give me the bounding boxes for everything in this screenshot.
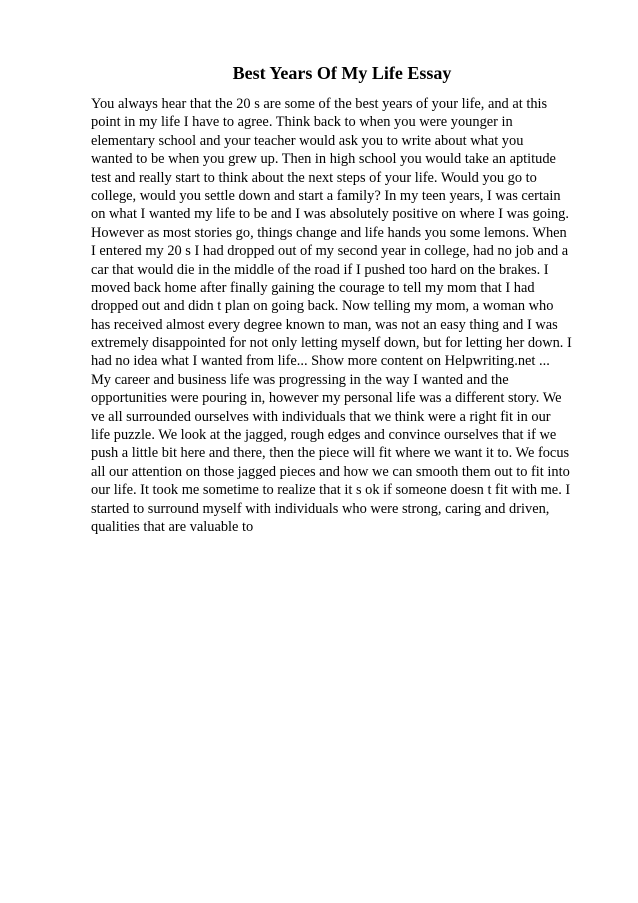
essay-line: had no idea what I wanted from life... Show more content on Helpwriting.net ... (91, 353, 550, 370)
essay-line: life puzzle. We look at the jagged, rough edges and convince ourselves that if we (91, 427, 557, 444)
essay-line: all our attention on those jagged pieces and how we can smooth them out to fit into (91, 463, 570, 480)
essay-line: However as most stories go, things change and life hands you some lemons. When (91, 224, 567, 241)
essay-line: wanted to be when you grew up. Then in high school you would take an aptitude (91, 151, 556, 168)
essay-line: our life. It took me sometime to realize that it s ok if someone doesn t fit with me. I (91, 482, 571, 499)
essay-line: college, would you settle down and start a family? In my teen years, I was certain (91, 187, 561, 204)
essay-line: moved back home after finally gaining the courage to tell my mom that I had (91, 279, 535, 296)
essay-line: push a little bit here and there, then the piece will fit where we want it to. We focus (91, 445, 570, 462)
essay-line: test and really start to think about the next steps of your life. Would you go to (91, 169, 537, 186)
essay-line: I entered my 20 s I had dropped out of my second year in college, had no job and a (91, 243, 569, 260)
essay-line: ve all surrounded ourselves with individuals that we think were a right fit in our (91, 408, 551, 425)
essay-line: qualities that are valuable to (91, 518, 254, 535)
essay-line: dropped out and didn t plan on going back. Now telling my mom, a woman who (91, 298, 554, 315)
essay-line: started to surround myself with individuals who were strong, caring and driven, (91, 500, 550, 517)
essay-line: You always hear that the 20 s are some of the best years of your life, and at this (91, 96, 548, 112)
essay-line: car that would die in the middle of the road if I pushed too hard on the brakes. I (91, 261, 549, 278)
essay-body (91, 95, 601, 536)
essay-line: My career and business life was progressing in the way I wanted and the (91, 371, 509, 388)
essay-line: on what I wanted my life to be and I was absolutely positive on where I was going. (91, 206, 569, 223)
essay-title: Best Years Of My Life Essay (232, 63, 452, 83)
essay-line: elementary school and your teacher would ask you to write about what you (91, 132, 524, 149)
essay-line: has received almost every degree known to man, was not an easy thing and I was (91, 316, 558, 333)
essay-line: opportunities were pouring in, however my personal life was a different story. We (91, 390, 562, 407)
essay-line: point in my life I have to agree. Think back to when you were younger in (91, 114, 513, 131)
essay-line: extremely disappointed for not only letting myself down, but for letting her down. I (91, 335, 572, 352)
